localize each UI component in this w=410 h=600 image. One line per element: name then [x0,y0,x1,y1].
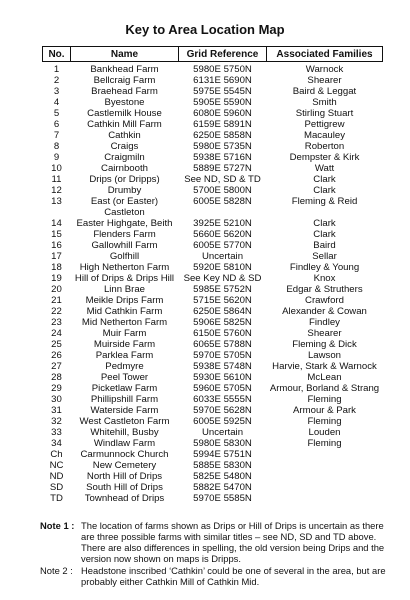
cell-no: 21 [51,295,62,306]
cell-no: TD [50,493,63,504]
cell-associated-families: Dempster & Kirk [289,152,360,163]
cell-no: 15 [51,229,62,240]
cell-no: 4 [53,97,60,108]
cell-no: 23 [51,317,62,328]
cell-grid-reference: 5882E 5470N [193,482,252,493]
table-row [43,339,383,350]
cell-associated-families: Crawford [305,295,344,306]
cell-name: Meikle Drips Farm [85,295,164,306]
note-2-label: Note 2 : [40,565,73,576]
table-row [43,130,383,141]
table-row [43,196,383,218]
cell-no: 7 [53,130,60,141]
cell-name: Linn Brae [103,284,146,295]
cell-associated-families: Clark [313,174,336,185]
cell-grid-reference: 5975E 5545N [193,86,252,97]
cell-no: 16 [51,240,62,251]
table-row [43,328,383,339]
cell-grid-reference: 5715E 5620N [193,295,252,306]
cell-no: Ch [50,449,63,460]
cell-associated-families: Sellar [312,251,337,262]
table-row [43,471,383,482]
cell-grid-reference: 5980E 5750N [193,64,252,75]
cell-no: 31 [51,405,62,416]
location-key-table [42,46,383,504]
cell-name: Cairnbooth [101,163,148,174]
table-row [43,416,383,427]
cell-associated-families [267,482,383,493]
cell-name: Peel Tower [100,372,149,383]
cell-name-line-2: Castleton [104,207,145,218]
cell-grid-reference: 5889E 5727N [193,163,252,174]
cell-name: Muirside Farm [93,339,156,350]
cell-associated-families: Alexander & Cowan [282,306,367,317]
cell-name: Mid Netherton Farm [81,317,168,328]
cell-name: Townhead of Drips [84,493,165,504]
table-row [43,350,383,361]
table-row [43,229,383,240]
table-row [43,482,383,493]
cell-associated-families: Fleming [307,416,342,427]
cell-name: Hill of Drips & Drips Hill [74,273,175,284]
cell-grid-reference: 5885E 5830N [193,460,252,471]
cell-name: North Hill of Drips [86,471,163,482]
cell-name: West Castleton Farm [79,416,170,427]
cell-grid-reference: 5930E 5610N [193,372,252,383]
cell-name: Flenders Farm [93,229,156,240]
cell-name: Drips (or Dripps) [89,174,160,185]
table-row [43,372,383,383]
cell-no: 5 [53,108,60,119]
note-2-text: Headstone inscribed ‘Cathkin’ could be one of several in the area, but are probably either Cathkin Mill of Cathkin Mid. [81,565,386,587]
cell-name: New Cemetery [92,460,157,471]
cell-name-line-1: East (or Easter) [90,196,159,207]
cell-grid-reference: 6150E 5760N [193,328,252,339]
page-title: Key to Area Location Map [125,22,285,37]
table-header-row [43,47,383,62]
cell-grid-reference: 5980E 5735N [193,141,252,152]
cell-no: 2 [53,75,60,86]
cell-associated-families: Fleming [307,394,342,405]
cell-associated-families: Findley [309,317,340,328]
cell-grid-reference: Uncertain [201,251,244,262]
cell-name: Craigs [110,141,139,152]
cell-grid-reference: See ND, SD & TD [184,174,261,185]
table-row [43,97,383,108]
cell-grid-reference: 5985E 5752N [193,284,252,295]
cell-grid-reference: Uncertain [201,427,244,438]
cell-associated-families: Fleming & Dick [292,339,357,350]
cell-name: Byestone [104,97,145,108]
cell-name: Bellcraig Farm [93,75,156,86]
cell-name: Parklea Farm [95,350,154,361]
note-1-text: The location of farms shown as Drips or Hill of Drips is uncertain as there are three possible farms with similar titles – see ND, SD and TD above. There are also differences in spelling, the old version being Drips and the version now shown on maps is Dripps. [81,520,385,564]
table-row [43,163,383,174]
table-row [43,86,383,97]
cell-grid-reference: 6005E 5770N [193,240,252,251]
cell-name: Pedmyre [105,361,144,372]
cell-name: South Hill of Drips [86,482,163,493]
table-row [43,273,383,284]
cell-grid-reference: 6005E 5925N [193,416,252,427]
cell-grid-reference: 6065E 5788N [193,339,252,350]
cell-grid-reference: 5938E 5716N [193,152,252,163]
cell-no: 11 [51,174,62,185]
cell-name: Castlemilk House [87,108,162,119]
cell-grid-reference: 5970E 5705N [193,350,252,361]
cell-grid-reference: 6159E 5891N [193,119,252,130]
cell-no: NC [49,460,64,471]
table-row [43,284,383,295]
cell-name: Mid Cathkin Farm [86,306,163,317]
table-row [43,306,383,317]
cell-name: Craigmiln [104,152,145,163]
cell-no: 32 [51,416,62,427]
cell-no: 25 [51,339,62,350]
cell-associated-families: Shearer [307,75,342,86]
cell-associated-families: Findley & Young [289,262,360,273]
cell-associated-families [267,493,383,504]
cell-grid-reference: 6005E 5828N [193,196,252,207]
cell-associated-families: Clark [313,229,336,240]
cell-name: Bankhead Farm [90,64,159,75]
cell-name: Windlaw Farm [93,438,156,449]
cell-associated-families: Baird [313,240,336,251]
cell-name: Drumby [107,185,142,196]
cell-no: 1 [53,64,60,75]
cell-no: SD [49,482,64,493]
cell-name: Braehead Farm [91,86,158,97]
cell-name: Carmunnock Church [80,449,169,460]
cell-no: 26 [51,350,62,361]
cell-no: 9 [53,152,60,163]
cell-no: 24 [51,328,62,339]
table-row [43,405,383,416]
cell-grid-reference: 5920E 5810N [193,262,252,273]
table-row [43,317,383,328]
cell-name: Easter Highgate, Beith [76,218,173,229]
table-row [43,449,383,460]
cell-name: Muir Farm [102,328,147,339]
cell-associated-families: Armour & Park [293,405,356,416]
table-row [43,361,383,372]
table-row [43,383,383,394]
table-row [43,185,383,196]
cell-name [71,196,179,218]
cell-no: 30 [51,394,62,405]
cell-grid-reference: 5906E 5825N [193,317,252,328]
cell-no: 12 [51,185,62,196]
cell-grid-reference: 5660E 5620N [193,229,252,240]
table-body [43,62,383,505]
cell-name: Waterside Farm [90,405,159,416]
cell-grid-reference: 5980E 5830N [193,438,252,449]
cell-no: 3 [53,86,60,97]
cell-grid-reference: 6131E 5690N [193,75,252,86]
table-row [43,240,383,251]
table-row [43,62,383,76]
cell-associated-families: McLean [307,372,342,383]
header-grid-reference: Grid Reference [179,47,267,62]
table-row [43,119,383,130]
table-row [43,174,383,185]
cell-name: Whitehill, Busby [90,427,159,438]
header-no: No. [43,47,71,62]
table-row [43,251,383,262]
table-row [43,141,383,152]
cell-no: 33 [51,427,62,438]
cell-grid-reference: 6033E 5555N [193,394,252,405]
cell-associated-families [267,449,383,460]
cell-associated-families: Macauley [303,130,346,141]
table-row [43,493,383,504]
cell-no: 28 [51,372,62,383]
cell-no: 34 [51,438,62,449]
note-1 [40,520,392,564]
cell-no: 18 [51,262,62,273]
cell-associated-families: Pettigrew [304,119,345,130]
table-row [43,460,383,471]
cell-associated-families: Warnock [305,64,344,75]
cell-associated-families: Clark [313,218,336,229]
cell-associated-families: Lawson [307,350,342,361]
cell-grid-reference: 6250E 5858N [193,130,252,141]
table-row [43,438,383,449]
table-row [43,218,383,229]
header-name: Name [71,47,179,62]
cell-associated-families: Knox [313,273,336,284]
cell-grid-reference: 5970E 5585N [193,493,252,504]
note-2 [40,565,392,587]
cell-grid-reference: 5700E 5800N [193,185,252,196]
cell-name: Picketlaw Farm [91,383,158,394]
cell-associated-families: Roberton [304,141,345,152]
table-row [43,427,383,438]
header-associated-families: Associated Families [267,47,383,62]
cell-name: Cathkin [108,130,141,141]
table-row [43,295,383,306]
cell-associated-families: Shearer [307,328,342,339]
cell-grid-reference: 5960E 5705N [193,383,252,394]
cell-grid-reference: 5938E 5748N [193,361,252,372]
cell-grid-reference: 5994E 5751N [193,449,252,460]
cell-associated-families: Armour, Borland & Strang [269,383,380,394]
cell-no: 19 [51,273,62,284]
cell-grid-reference: 5825E 5480N [193,471,252,482]
cell-grid-reference: 3925E 5210N [193,218,252,229]
cell-no: 13 [51,196,62,207]
table-row [43,108,383,119]
table-row [43,394,383,405]
cell-grid-reference: 5970E 5628N [193,405,252,416]
table-row [43,262,383,273]
cell-grid-reference: 6080E 5960N [193,108,252,119]
cell-no: 14 [51,218,62,229]
cell-grid-reference: See Key ND & SD [183,273,262,284]
cell-name: Phillipshill Farm [90,394,159,405]
cell-associated-families: Baird & Leggat [292,86,357,97]
cell-associated-families [267,460,383,471]
cell-associated-families: Harvie, Stark & Warnock [272,361,377,372]
table-row [43,75,383,86]
cell-associated-families: Edgar & Struthers [286,284,363,295]
cell-associated-families: Watt [314,163,335,174]
cell-name: Golfhill [109,251,140,262]
note-1-label: Note 1 : [40,520,75,531]
cell-associated-families: Louden [308,427,341,438]
cell-associated-families [267,471,383,482]
cell-name: Gallowhill Farm [91,240,158,251]
cell-associated-families: Fleming & Reid [291,196,358,207]
notes-section [40,520,392,588]
cell-no: 20 [51,284,62,295]
cell-grid-reference: 5905E 5590N [193,97,252,108]
cell-name: Cathkin Mill Farm [87,119,162,130]
cell-no: 27 [51,361,62,372]
cell-associated-families: Stirling Stuart [295,108,354,119]
cell-associated-families: Clark [313,185,336,196]
cell-no: 17 [51,251,62,262]
cell-no: 29 [51,383,62,394]
cell-name: High Netherton Farm [79,262,170,273]
cell-no: 10 [51,163,62,174]
cell-associated-families: Smith [312,97,337,108]
cell-associated-families: Fleming [307,438,342,449]
cell-no: 22 [51,306,62,317]
cell-grid-reference: 6250E 5864N [193,306,252,317]
table-row [43,152,383,163]
cell-no: ND [49,471,64,482]
cell-no: 6 [53,119,60,130]
cell-no: 8 [53,141,60,152]
